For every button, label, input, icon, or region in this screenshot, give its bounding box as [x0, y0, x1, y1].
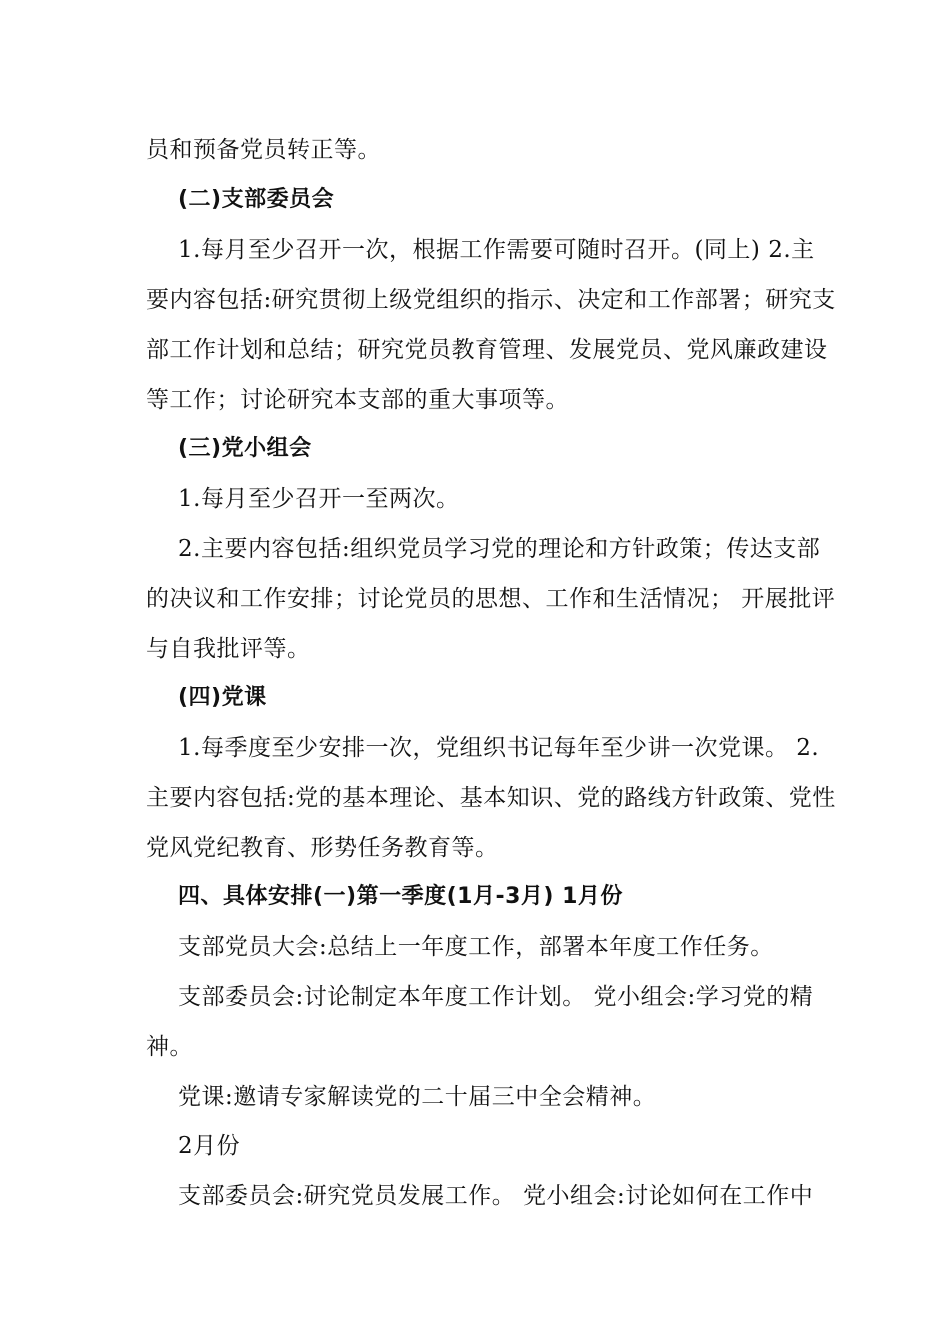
text-line: 1.每月至少召开一至两次。: [178, 486, 460, 512]
text-line: 要内容包括:研究贯彻上级党组织的指示、决定和工作部署；研究支: [146, 287, 836, 313]
section-heading: 四、具体安排(一)第一季度(1月-3月) 1月份: [178, 884, 623, 909]
text-line: 支部委员会:研究党员发展工作。 党小组会:讨论如何在工作中: [178, 1183, 814, 1209]
text-line: 支部委员会:讨论制定本年度工作计划。 党小组会:学习党的精: [178, 984, 814, 1010]
text-line: 1.每季度至少安排一次，党组织书记每年至少讲一次党课。 2.: [178, 735, 820, 761]
text-line: 的决议和工作安排；讨论党员的思想、工作和生活情况； 开展批评: [146, 586, 836, 612]
section-heading: (二)支部委员会: [178, 187, 335, 212]
text-line: 等工作；讨论研究本支部的重大事项等。: [146, 387, 569, 413]
section-heading: (三)党小组会: [178, 436, 312, 461]
text-line: 主要内容包括:党的基本理论、基本知识、党的路线方针政策、党性: [146, 785, 836, 811]
text-line: 1.每月至少召开一次，根据工作需要可随时召开。(同上) 2.主: [178, 237, 815, 263]
text-line: 神。: [146, 1034, 193, 1060]
text-line: 支部党员大会:总结上一年度工作，部署本年度工作任务。: [178, 934, 774, 960]
text-line: 党风党纪教育、形势任务教育等。: [146, 835, 499, 861]
text-line: 党课:邀请专家解读党的二十届三中全会精神。: [178, 1084, 657, 1110]
text-line: 员和预备党员转正等。: [146, 137, 381, 163]
text-line: 2月份: [178, 1133, 241, 1159]
text-line: 2.主要内容包括:组织党员学习党的理论和方针政策；传达支部: [178, 536, 821, 562]
text-line: 部工作计划和总结；研究党员教育管理、发展党员、党风廉政建设: [146, 337, 828, 363]
text-line: 与自我批评等。: [146, 636, 311, 662]
section-heading: (四)党课: [178, 685, 267, 710]
